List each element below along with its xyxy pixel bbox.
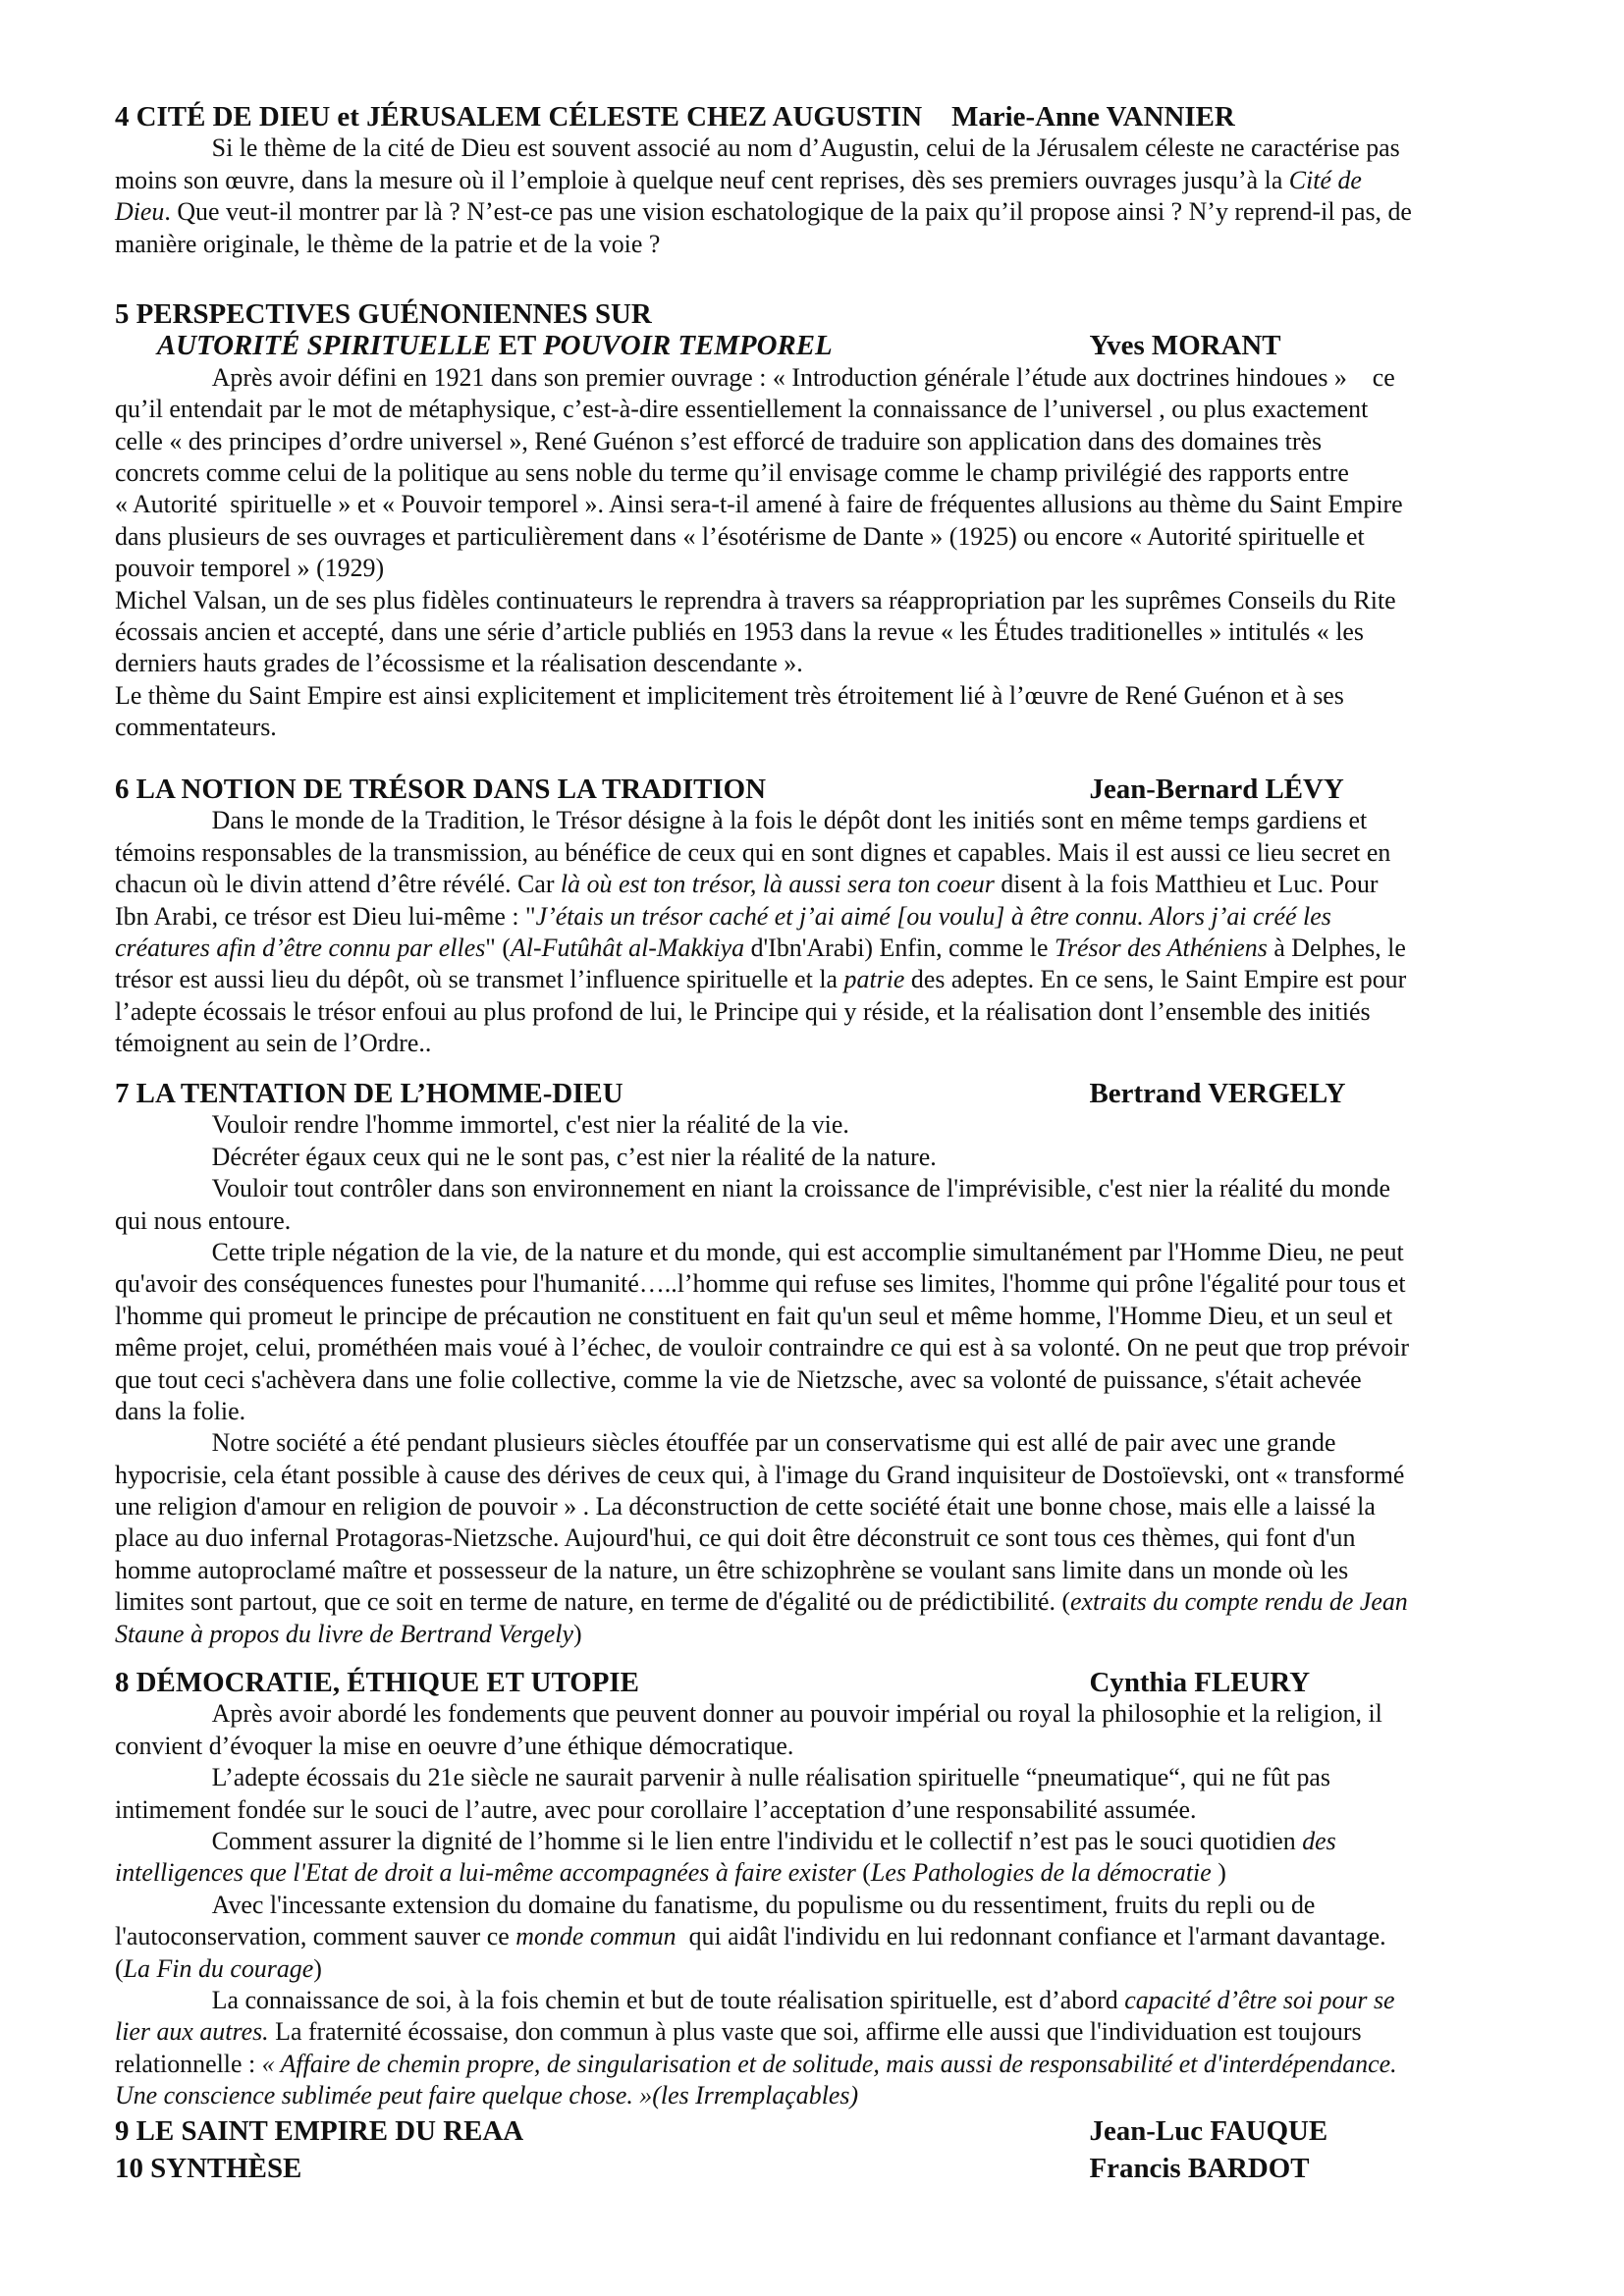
body-line (115, 2049, 1514, 2080)
subtitle-italic-2: POUVOIR TEMPOREL (543, 330, 833, 362)
body-line (115, 2016, 1514, 2048)
section-author: Yves MORANT (1089, 330, 1281, 362)
body-line (115, 933, 1514, 964)
body-line (115, 805, 1514, 836)
body-line (115, 648, 1514, 679)
text-run: commentateurs. (115, 713, 277, 742)
italic-run: Trésor des Athéniens (1054, 933, 1268, 962)
body-line (115, 426, 1514, 457)
body-line (115, 1555, 1514, 1586)
body-line (115, 196, 1514, 228)
section-4 (115, 101, 1519, 260)
text-run: dans la folie. (115, 1396, 246, 1425)
body-line (115, 362, 1514, 394)
section-body (115, 805, 1519, 1059)
text-run: qu’il entendait par le mot de métaphysique, c’est-à-dire essentiellement la connaissance de l’universel , ou plus exactement (115, 395, 1369, 424)
text-run: derniers hauts grades de l’écossisme et la réalisation descendante ». (115, 649, 803, 678)
text-run: ) (573, 1619, 582, 1648)
body-line (115, 457, 1514, 489)
text-run: Cette triple négation de la vie, de la nature et du monde, qui est accomplie simultanément par l'Homme Dieu, ne peut (211, 1237, 1404, 1266)
italic-run: monde commun (515, 1922, 677, 1951)
italic-run: Al-Futûhât al-Makkiya (510, 933, 745, 962)
italic-run: patrie (843, 965, 905, 994)
body-line (115, 1731, 1514, 1762)
italic-run: Une conscience sublimée peut faire quelque chose. » (115, 2081, 653, 2110)
text-run: d'Ibn'Arabi) Enfin, comme le (744, 933, 1055, 962)
section-number: 7 (115, 1078, 130, 1109)
text-run: Dans le monde de la Tradition, le Trésor désigne à la fois le dépôt dont les initiés sont en même temps gardiens et (211, 806, 1368, 835)
body-line (115, 1522, 1514, 1554)
body-line (115, 489, 1514, 520)
italic-run: Cité de (1288, 165, 1362, 194)
text-run: Michel Valsan, un de ses plus fidèles continuateurs le reprendra à travers sa réappropriation par les suprêmes Conseils du Rite (115, 585, 1396, 614)
body-line (115, 1237, 1514, 1268)
section-subtitle (115, 330, 1514, 361)
text-run: ) (313, 1953, 322, 1983)
body-line (115, 394, 1514, 425)
text-run: témoignent au sein de l’Ordre.. (115, 1029, 432, 1058)
text-run: dans plusieurs de ses ouvrages et particulièrement dans « l’ésotérisme de Dante » (1925) ou encore « Autorité spirituelle et (115, 521, 1365, 551)
body-line (115, 1890, 1514, 1921)
body-line (115, 1205, 1514, 1237)
section-heading (115, 101, 1514, 133)
text-run: homme autoproclamé maître et possesseur de la nature, un être schizophrène se voulant sans limite dans un monde où les (115, 1555, 1349, 1584)
section-heading (115, 1078, 1514, 1109)
section-number: 10 (115, 2153, 143, 2184)
body-line (115, 712, 1514, 743)
text-run: celle « des principes d’ordre universel », René Guénon s’est efforcé de traduire son application dans des domaines très (115, 426, 1323, 455)
body-line (115, 1698, 1514, 1730)
text-run: l’adepte écossais le trésor enfoui au plus profond de lui, le Principe qui y réside, et la réalisation dont l’ensemble des initiés (115, 996, 1371, 1026)
section-8 (115, 1667, 1519, 2111)
text-run: " ( (485, 933, 511, 962)
body-line (115, 229, 1514, 260)
text-run: Si le thème de la cité de Dieu est souvent associé au nom d’Augustin, celui de la Jérusalem céleste ne caractérise pas (211, 133, 1400, 163)
body-line (115, 521, 1514, 553)
text-run: ( (115, 1953, 124, 1983)
section-title: CITÉ DE DIEU et JÉRUSALEM CÉLESTE CHEZ AUGUSTIN (135, 101, 923, 133)
body-line (115, 1396, 1514, 1427)
text-run: trésor est aussi lieu du dépôt, où se transmet l’influence spirituelle et la (115, 965, 844, 994)
text-run: l'homme qui promeut le principe de précaution ne constituent en fait qu'un seul et même homme, l'Homme Dieu, et un seul et (115, 1301, 1393, 1330)
body-line (115, 964, 1514, 995)
text-run: Vouloir tout contrôler dans son environnement en niant la croissance de l'imprévisible, c'est nier la réalité du monde (211, 1174, 1390, 1203)
text-run: Après avoir défini en 1921 dans son premier ouvrage : « Introduction générale l’étude aux doctrines hindoues » ce (211, 362, 1395, 392)
body-line (115, 1142, 1514, 1173)
italic-run: créatures afin d’être connu par elles (115, 933, 486, 962)
body-line (115, 1109, 1514, 1141)
text-run: limites sont partout, que ce soit en terme de nature, en terme de d'égalité ou de prédictibilité. ( (115, 1587, 1071, 1617)
italic-run: extraits du compte rendu de Jean (1070, 1587, 1408, 1617)
body-line (115, 1173, 1514, 1204)
text-run: intimement fondée sur le souci de l’autre, avec pour corollaire l’acceptation d’une responsabilité assumée. (115, 1794, 1197, 1824)
body-line (115, 553, 1514, 584)
body-line (115, 901, 1514, 933)
section-title: LE SAINT EMPIRE DU REAA (135, 2115, 524, 2147)
body-line (115, 1985, 1514, 2016)
body-line (115, 1857, 1514, 1889)
section-title: PERSPECTIVES GUÉNONIENNES SUR (135, 298, 652, 330)
body-line (115, 1491, 1514, 1522)
section-author: Jean-Luc FAUQUE (1089, 2115, 1328, 2147)
text-run: La fraternité écossaise, don commun à plus vaste que soi, affirme elle aussi que l'individuation est toujours (268, 2017, 1362, 2047)
body-line (115, 1794, 1514, 1826)
section-body (115, 362, 1519, 744)
body-line (115, 165, 1514, 196)
text-run: écossais ancien et accepté, dans une série d’article publiés en 1953 dans la revue « les Études traditionelles » intitulés « les (115, 616, 1365, 646)
body-line (115, 1826, 1514, 1857)
text-run: Ibn Arabi, ce trésor est Dieu lui-même : " (115, 901, 536, 931)
body-line (115, 1332, 1514, 1363)
section-number: 8 (115, 1667, 130, 1698)
body-line (115, 1762, 1514, 1793)
text-run: chacun où le divin attend d’être révélé. Car (115, 870, 561, 899)
section-body (115, 1698, 1519, 2111)
section-heading (115, 2112, 1514, 2150)
text-run: témoins responsables de la transmission, au bénéfice de ceux qui en sont dignes et capables. Mais il est aussi ce lieu secret en (115, 837, 1391, 867)
section-author: Cynthia FLEURY (1089, 1667, 1311, 1698)
body-line (115, 680, 1514, 712)
italic-run: intelligences que l'Etat de droit a lui-même accompagnées à faire exister (115, 1858, 856, 1888)
text-run: qui aidât l'individu en lui redonnant confiance et l'armant davantage. (676, 1922, 1386, 1951)
body-line (115, 996, 1514, 1028)
italic-run: La Fin du courage (123, 1953, 314, 1983)
italic-run: lier aux autres. (115, 2017, 269, 2047)
section-number: 5 (115, 298, 130, 330)
body-line (115, 2080, 1514, 2111)
text-run: qui nous entoure. (115, 1205, 292, 1235)
text-run: . Que veut-il montrer par là ? N’est-ce pas une vision eschatologique de la paix qu’il propose ainsi ? N’y reprend-il pas, de (164, 197, 1412, 227)
text-run: Après avoir abordé les fondements que peuvent donner au pouvoir impérial ou royal la philosophie et la religion, il (211, 1699, 1382, 1729)
section-title: DÉMOCRATIE, ÉTHIQUE ET UTOPIE (135, 1667, 639, 1698)
section-heading (115, 1667, 1514, 1698)
body-line (115, 837, 1514, 869)
text-run: Vouloir rendre l'homme immortel, c'est nier la réalité de la vie. (211, 1110, 849, 1140)
body-line (115, 133, 1514, 164)
section-number: 9 (115, 2115, 130, 2147)
section-tail (115, 2112, 1519, 2187)
section-author: Bertrand VERGELY (1089, 1078, 1346, 1109)
section-6 (115, 774, 1519, 1060)
text-run: qu'avoir des conséquences funestes pour l'humanité…..l’homme qui refuse ses limites, l'homme qui prône l'égalité pour tous et (115, 1269, 1406, 1299)
text-run: convient d’évoquer la mise en oeuvre d’une éthique démocratique. (115, 1731, 794, 1760)
text-run: place au duo infernal Protagoras-Nietzsche. Aujourd'hui, ce qui doit être déconstruit ce sont tous ces thèmes, qui font d'un (115, 1523, 1356, 1553)
body-line (115, 1301, 1514, 1332)
subtitle-italic-1: AUTORITÉ SPIRITUELLE (156, 330, 492, 362)
section-heading (115, 2150, 1514, 2187)
section-body (115, 133, 1519, 260)
body-line (115, 1268, 1514, 1300)
italic-run: « Affaire de chemin propre, de singularisation et de solitude, mais aussi de responsabilité et d'interdépendance. (261, 2049, 1397, 2078)
italic-run: Les Pathologies de la démocratie (870, 1858, 1212, 1888)
text-run: disent à la fois Matthieu et Luc. Pour (994, 870, 1379, 899)
body-line (115, 616, 1514, 648)
body-line (115, 869, 1514, 900)
text-run: l'autoconservation, comment sauver ce (115, 1922, 516, 1951)
body-line (115, 1586, 1514, 1618)
text-run: hypocrisie, cela étant possible à cause des dérives de ceux qui, à l'image du Grand inquisiteur de Dostoïevski, ont « transformé (115, 1460, 1405, 1489)
text-run: une religion d'amour en religion de pouvoir » . La déconstruction de cette société était une bonne chose, mais elle a laissé la (115, 1492, 1376, 1522)
text-run: à Delphes, le (1267, 933, 1406, 962)
section-title: SYNTHÈSE (150, 2153, 302, 2184)
text-run: des adeptes. En ce sens, le Saint Empire est pour (904, 965, 1407, 994)
italic-run: là où est ton trésor, là aussi sera ton coeur (560, 870, 995, 899)
section-heading (115, 774, 1514, 805)
text-run: ) (1211, 1858, 1226, 1888)
section-title: LA TENTATION DE L’HOMME-DIEU (135, 1078, 623, 1109)
text-run: Décréter égaux ceux qui ne le sont pas, c’est nier la réalité de la nature. (211, 1142, 937, 1171)
subtitle-connector: ET (491, 330, 544, 362)
text-run: relationnelle : (115, 2049, 262, 2078)
text-run: concrets comme celui de la politique au sens noble du terme qu’il envisage comme le champ privilégié des rapports entre (115, 457, 1349, 487)
text-run: ( (855, 1858, 871, 1888)
italic-run: Dieu (115, 197, 165, 227)
section-7 (115, 1078, 1519, 1650)
section-number: 6 (115, 774, 130, 805)
text-run: Comment assurer la dignité de l’homme si le lien entre l'individu et le collectif n’est pas le souci quotidien (211, 1826, 1303, 1855)
body-line (115, 1619, 1514, 1650)
text-run: Avec l'incessante extension du domaine du fanatisme, du populisme ou du ressentiment, fruits du repli ou de (211, 1890, 1316, 1919)
body-line (115, 585, 1514, 616)
section-title: LA NOTION DE TRÉSOR DANS LA TRADITION (135, 774, 766, 805)
body-line (115, 1953, 1514, 1985)
section-5 (115, 298, 1519, 743)
body-line (115, 1364, 1514, 1396)
section-number: 4 (115, 101, 130, 133)
italic-run: capacité d’être soi pour se (1124, 1985, 1395, 2014)
text-run: « Autorité spirituelle » et « Pouvoir temporel ». Ainsi sera-t-il amené à faire de fréquentes allusions au thème du Saint Empire (115, 490, 1403, 519)
section-author: Marie-Anne VANNIER (951, 101, 1235, 133)
body-line (115, 1921, 1514, 1952)
body-line (115, 1427, 1514, 1459)
text-run: Le thème du Saint Empire est ainsi explicitement et implicitement très étroitement lié à l’œuvre de René Guénon et à ses (115, 680, 1344, 710)
text-run: pouvoir temporel » (1929) (115, 554, 385, 583)
italic-run: Staune à propos du livre de Bertrand Vergely (115, 1619, 574, 1648)
body-line (115, 1460, 1514, 1491)
section-body (115, 1109, 1519, 1650)
text-run: même projet, celui, prométhéen mais voué à l’échec, de vouloir contraindre ce qui est à sa volonté. On ne peut que trop prévoir (115, 1333, 1410, 1362)
text-run: moins son œuvre, dans la mesure où il l’emploie à quelque neuf cent reprises, dès ses premiers ouvrages jusqu’à la (115, 165, 1289, 194)
section-heading (115, 298, 1514, 330)
italic-run: (les Irremplaçables) (652, 2081, 859, 2110)
section-author: Jean-Bernard LÉVY (1089, 774, 1344, 805)
body-line (115, 1028, 1514, 1059)
text-run: L’adepte écossais du 21e siècle ne saurait parvenir à nulle réalisation spirituelle “pneumatique“, qui ne fût pas (211, 1763, 1331, 1792)
italic-run: des (1302, 1826, 1336, 1855)
text-run: que tout ceci s'achèvera dans une folie collective, comme la vie de Nietzsche, avec sa volonté de puissance, s'était achevée (115, 1364, 1362, 1394)
text-run: manière originale, le thème de la patrie et de la voie ? (115, 229, 661, 258)
text-run: La connaissance de soi, à la fois chemin et but de toute réalisation spirituelle, est d’abord (211, 1985, 1125, 2014)
italic-run: J’étais un trésor caché et j’ai aimé [ou voulu] à être connu. Alors j’ai créé les (535, 901, 1331, 931)
section-author: Francis BARDOT (1089, 2153, 1310, 2184)
text-run: Notre société a été pendant plusieurs siècles étouffée par un conservatisme qui est allé de pair avec une grande (211, 1428, 1336, 1458)
